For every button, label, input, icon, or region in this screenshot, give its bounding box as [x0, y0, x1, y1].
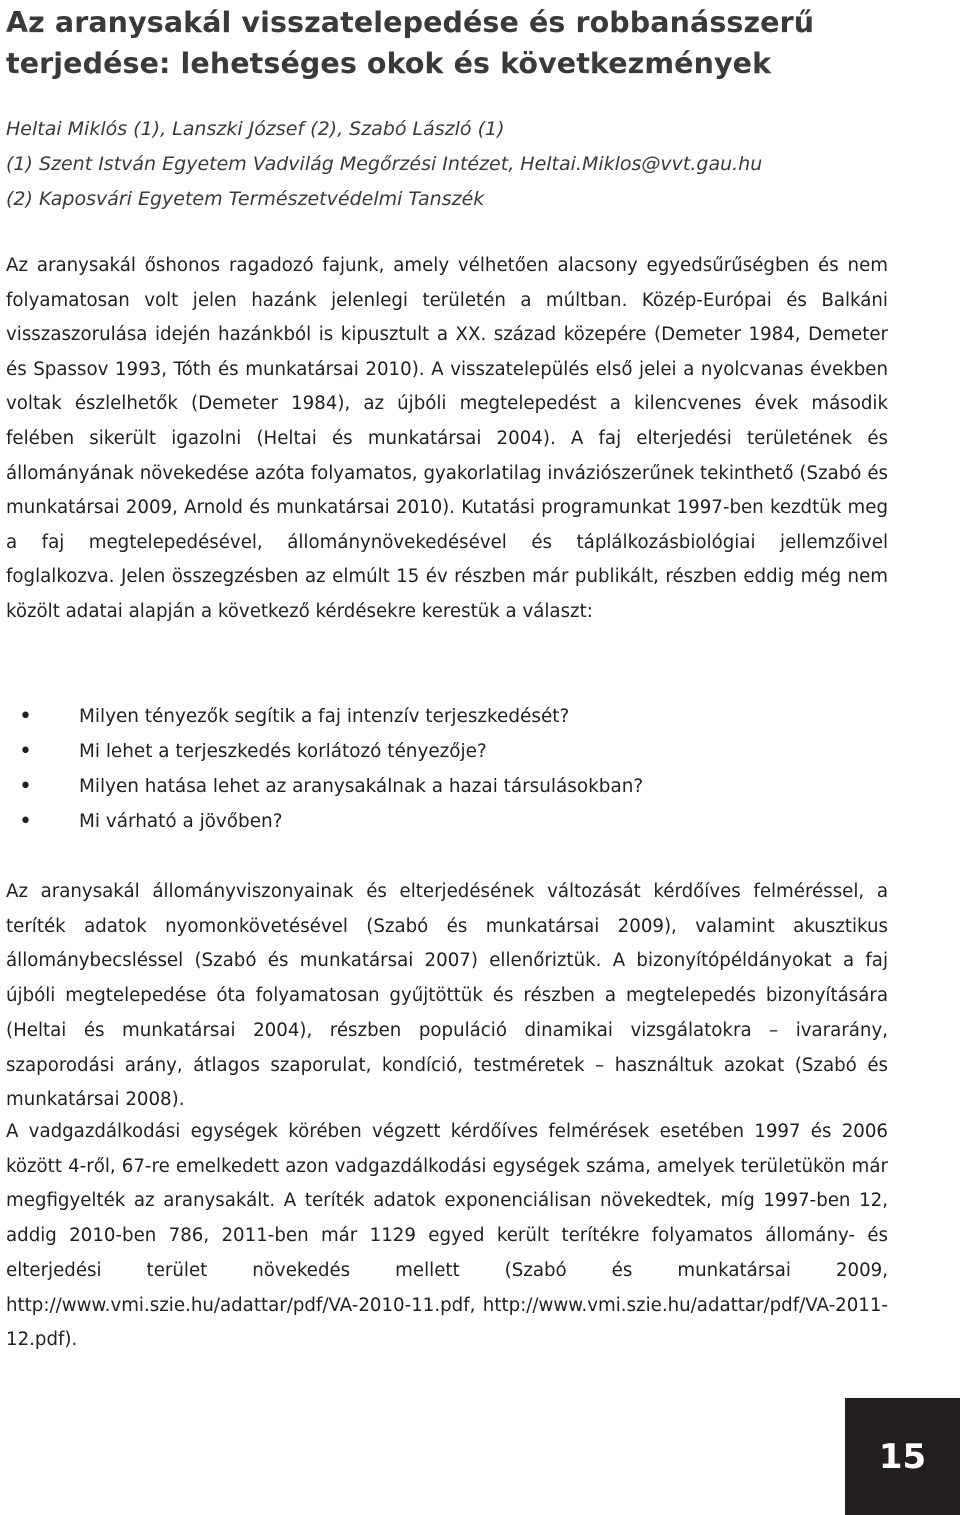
question-text: Mi lehet a terjeszkedés korlátozó tényezője?	[79, 741, 487, 762]
author-block	[6, 112, 906, 217]
bullet-icon: •	[19, 774, 32, 799]
question-text: Milyen hatása lehet az aranysakálnak a hazai társulásokban?	[79, 776, 644, 797]
article-title-line-1: Az aranysakál visszatelepedése és robbanásszerű	[6, 6, 815, 39]
research-questions-list	[6, 699, 906, 839]
list-item	[6, 804, 906, 839]
page-number: 15	[878, 1436, 927, 1477]
paragraph-methods: Az aranysakál állományviszonyainak és elterjedésének változását kérdőíves felméréssel, a teríték adatok nyomonkövetésével (Szabó és munkatársai 2009), valamint akusztikus állománybecsléssel (Szabó és munkatársai 2007) ellenőriztük. A bizonyítópéldányokat a faj újbóli megtelepedése óta folyamatosan gyűjtöttük és részben a megtelepedés bizonyítására (Heltai és munkatársai 2004), részben populáció dinamikai vizsgálatokra – ivararány, szaporodási arány, átlagos szaporulat, kondíció, testméretek – használtuk azokat (Szabó és munkatársai 2008).	[6, 881, 888, 1111]
question-text: Mi várható a jövőben?	[79, 811, 283, 832]
article-title	[6, 2, 906, 84]
list-item	[6, 734, 906, 769]
bullet-icon: •	[19, 704, 32, 729]
list-item	[6, 699, 906, 734]
author-names: Heltai Miklós (1), Lanszki József (2), Szabó László (1)	[6, 118, 505, 140]
article-title-line-2: terjedése: lehetséges okok és következmények	[6, 47, 772, 80]
question-text: Milyen tényezők segítik a faj intenzív terjeszkedését?	[79, 706, 570, 727]
paragraph-introduction: Az aranysakál őshonos ragadozó fajunk, amely vélhetően alacsony egyedsűrűségben és nem folyamatosan volt jelen hazánk jelenlegi területén a múltban. Közép-Európai és Balkáni visszaszorulása idején hazánkból is kipusztult a XX. század közepére (Demeter 1984, Demeter és Spassov 1993, Tóth és munkatársai 2010). A visszatelepülés első jelei a nyolcvanas években voltak észlelhetők (Demeter 1984), az újbóli megtelepedést a kilencvenes évek második felében sikerült igazolni (Heltai és munkatársai 2004). A faj elterjedési területének és állományának növekedése azóta folyamatos, gyakorlatilag inváziószerűnek tekinthető (Szabó és munkatársai 2009, Arnold és munkatársai 2010). Kutatási programunkat 1997-ben kezdtük meg a faj megtelepedésével, állománynövekedésével és táplálkozásbiológiai jellemzőivel foglalkozva. Jelen összegzésben az elmúlt 15 év részben már publikált, részben eddig még nem közölt adatai alapján a következő kérdésekre kerestük a választ:	[6, 255, 888, 622]
bullet-icon: •	[19, 809, 32, 834]
bullet-icon: •	[19, 739, 32, 764]
paragraph-results: A vadgazdálkodási egységek körében végzett kérdőíves felmérések esetében 1997 és 2006 között 4-ről, 67-re emelkedett azon vadgazdálkodási egységek száma, amelyek területükön már megfigyelték az aranysakált. A teríték adatok exponenciálisan növekedtek, míg 1997-ben 12, addig 2010-ben 786, 2011-ben már 1129 egyed került terítékre folyamatos állomány- és elterjedési terület növekedés mellett (Szabó és munkatársai 2009, http://www.vmi.szie.hu/adattar/pdf/VA-2010-11.pdf, http://www.vmi.szie.hu/adattar/pdf/VA-2011-12.pdf).	[6, 1121, 888, 1351]
affiliation-2: (2) Kaposvári Egyetem Természetvédelmi Tanszék	[6, 188, 485, 210]
affiliation-1: (1) Szent István Egyetem Vadvilág Megőrzési Intézet, Heltai.Miklos@vvt.gau.hu	[6, 153, 763, 175]
page-number-box	[845, 1398, 960, 1515]
list-item	[6, 769, 906, 804]
